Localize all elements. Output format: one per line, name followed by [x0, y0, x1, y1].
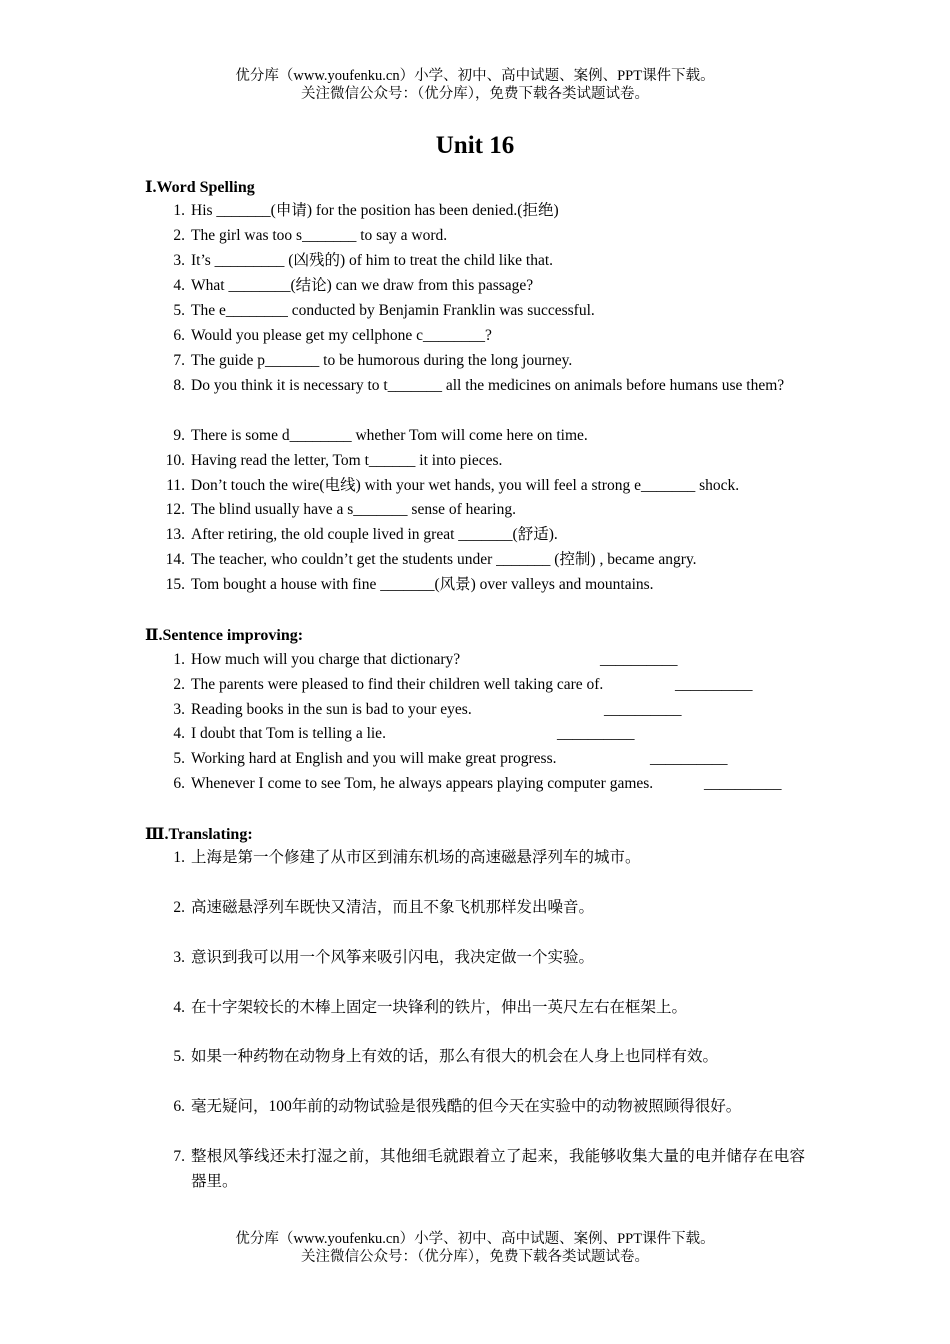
item-number: 3. — [173, 252, 185, 269]
item-text: The parents were pleased to find their children well taking care of. — [191, 676, 604, 693]
item-number: 3. — [173, 949, 185, 966]
header-line-1: 优分库（www.youfenku.cn）小学、初中、高中试题、案例、PPT课件下载。 — [235, 68, 715, 84]
list-item — [160, 995, 805, 1020]
item-text: 整根风筝线还未打湿之前，其他细毛就跟着立了起来，我能够收集大量的电并储存在电容器里。 — [191, 1148, 805, 1190]
list-item — [160, 547, 805, 572]
list-item — [160, 273, 805, 298]
list-item — [160, 423, 805, 448]
item-number: 6. — [173, 1098, 185, 1115]
page-header — [0, 67, 950, 103]
item-text: What ________(结论) can we draw from this passage? — [191, 277, 534, 294]
list-item — [160, 1144, 805, 1194]
list-item — [160, 647, 805, 672]
item-text: The e________ conducted by Benjamin Franklin was successful. — [191, 302, 595, 319]
item-number: 11. — [166, 477, 185, 494]
item-number: 1. — [173, 849, 185, 866]
item-text: Whenever I come to see Tom, he always appears playing computer games. — [191, 775, 654, 792]
list-item — [160, 1044, 805, 1069]
item-text: The teacher, who couldn’t get the students under _______ (控制) , became angry. — [191, 551, 697, 568]
item-number: 1. — [173, 651, 185, 668]
item-number: 10. — [165, 452, 185, 469]
list-item — [160, 845, 805, 870]
item-text: 在十字架较长的木棒上固定一块锋利的铁片，伸出一英尺左右在框架上。 — [191, 999, 688, 1016]
list-item — [160, 497, 805, 522]
item-number: 5. — [173, 750, 185, 767]
item-number: 12. — [165, 501, 185, 518]
answer-blank: __________ — [675, 676, 753, 693]
list-item — [160, 522, 805, 547]
item-number: 9. — [173, 427, 185, 444]
answer-blank: __________ — [650, 750, 728, 767]
list-item — [160, 373, 805, 398]
list-item — [160, 448, 805, 473]
answer-blank: __________ — [604, 701, 682, 718]
section-heading-translating: Ⅲ.Translating: — [145, 826, 253, 843]
page-footer — [0, 1230, 950, 1266]
item-text: The guide p_______ to be humorous during the long journey. — [191, 352, 573, 369]
item-text: After retiring, the old couple lived in great _______(舒适). — [191, 526, 558, 543]
item-number: 4. — [173, 277, 185, 294]
item-number: 13. — [165, 526, 185, 543]
answer-blank: __________ — [704, 775, 782, 792]
section-heading-word-spelling: Ⅰ.Word Spelling — [145, 179, 255, 196]
item-number: 2. — [173, 899, 185, 916]
item-number: 3. — [173, 701, 185, 718]
item-number: 4. — [173, 999, 185, 1016]
item-text: I doubt that Tom is telling a lie. — [191, 725, 386, 742]
item-number: 5. — [173, 1048, 185, 1065]
item-number: 14. — [165, 551, 185, 568]
item-text: Reading books in the sun is bad to your eyes. — [191, 701, 472, 718]
list-item — [160, 348, 805, 373]
answer-blank: __________ — [557, 725, 635, 742]
item-text: The girl was too s_______ to say a word. — [191, 227, 448, 244]
item-number: 6. — [173, 327, 185, 344]
item-text: Would you please get my cellphone c________? — [191, 327, 492, 344]
answer-blank: __________ — [600, 651, 678, 668]
item-number: 7. — [173, 352, 185, 369]
item-number: 7. — [173, 1148, 185, 1165]
page-title: Unit 16 — [435, 132, 515, 159]
item-number: 8. — [173, 377, 185, 394]
item-text: There is some d________ whether Tom will come here on time. — [191, 427, 588, 444]
header-line-2: 关注微信公众号：（优分库），免费下载各类试题试卷。 — [301, 86, 649, 102]
item-text: Do you think it is necessary to t_______ all the medicines on animals before humans use them? — [191, 377, 785, 394]
item-text: It’s _________ (凶残的) of him to treat the child like that. — [191, 252, 554, 269]
list-item — [160, 1094, 805, 1119]
list-item — [160, 945, 805, 970]
item-number: 2. — [173, 227, 185, 244]
item-number: 6. — [173, 775, 185, 792]
footer-line-1: 优分库（www.youfenku.cn）小学、初中、高中试题、案例、PPT课件下载。 — [235, 1231, 715, 1247]
item-text: The blind usually have a s_______ sense of hearing. — [191, 501, 516, 518]
item-text: 上海是第一个修建了从市区到浦东机场的高速磁悬浮列车的城市。 — [191, 849, 641, 866]
item-text: 如果一种药物在动物身上有效的话，那么有很大的机会在人身上也同样有效。 — [191, 1048, 719, 1065]
item-number: 4. — [173, 725, 185, 742]
list-item — [160, 697, 805, 722]
list-item — [160, 198, 805, 223]
list-item — [160, 223, 805, 248]
item-text: 高速磁悬浮列车既快又清洁，而且不象飞机那样发出噪音。 — [191, 899, 595, 916]
item-number: 15. — [165, 576, 185, 593]
item-text: 毫无疑问，100年前的动物试验是很残酷的但今天在实验中的动物被照顾得很好。 — [191, 1098, 742, 1115]
item-text: His _______(申请) for the position has been denied.(拒绝) — [191, 202, 559, 219]
list-item — [160, 248, 805, 273]
section-heading-sentence-improving: Ⅱ.Sentence improving: — [145, 627, 304, 644]
footer-line-2: 关注微信公众号：（优分库），免费下载各类试题试卷。 — [301, 1249, 649, 1265]
item-text: Don’t touch the wire(电线) with your wet hands, you will feel a strong e_______ shock. — [191, 477, 740, 494]
item-text: How much will you charge that dictionary? — [191, 651, 461, 668]
item-number: 5. — [173, 302, 185, 319]
item-number: 1. — [173, 202, 185, 219]
item-text: 意识到我可以用一个风筝来吸引闪电，我决定做一个实验。 — [191, 949, 595, 966]
list-item — [160, 298, 805, 323]
list-item — [160, 721, 805, 746]
item-text: Having read the letter, Tom t______ it into pieces. — [191, 452, 503, 469]
list-item — [160, 895, 805, 920]
list-item — [160, 572, 805, 597]
item-number: 2. — [173, 676, 185, 693]
item-text: Working hard at English and you will make great progress. — [191, 750, 557, 767]
item-text: Tom bought a house with fine _______(风景) over valleys and mountains. — [191, 576, 654, 593]
list-item — [160, 323, 805, 348]
list-item — [160, 473, 805, 498]
